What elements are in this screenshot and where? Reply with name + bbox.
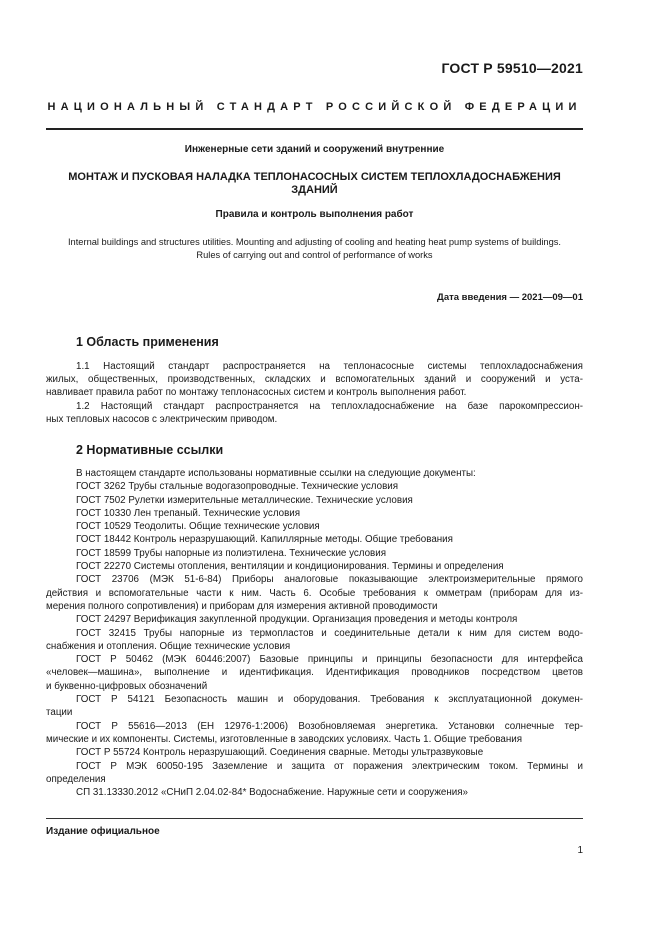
reference-line: ГОСТ Р 55724 Контроль неразрушающий. Соединения сварные. Методы ультразвуковые <box>76 747 484 759</box>
document-code: ГОСТ Р 59510—2021 <box>441 60 583 76</box>
reference-line: ГОСТ 10330 Лен трепаный. Технические условия <box>76 507 301 519</box>
text-line: навливает правила работ по монтажу теплонасосных систем и контроль выполнения работ. <box>46 387 467 399</box>
main-title-line: ЗДАНИЙ <box>291 184 338 196</box>
reference-line: ГОСТ 3262 Трубы стальные водогазопроводные. Технические условия <box>76 481 399 493</box>
reference-line: ГОСТ 18599 Трубы напорные из полиэтилена. Технические условия <box>76 547 387 559</box>
reference-line: мерения полного сопротивления) и приборам для измерения активной проводимости <box>46 600 438 612</box>
reference-line: и буквенно-цифровых обозначений <box>46 680 208 692</box>
reference-line: ГОСТ 10529 Теодолиты. Общие технические условия <box>76 521 320 533</box>
text-line: жилых, общественных, производственных, складских и вспомогательных зданий и сооружений и уста- <box>46 374 583 386</box>
reference-line: СП 31.13330.2012 «СНиП 2.04.02-84* Водоснабжение. Наружные сети и сооружения» <box>76 787 468 799</box>
english-title <box>46 236 583 261</box>
document-subtitle-category: Инженерные сети зданий и сооружений внутренние <box>184 144 445 155</box>
document-subtitle: Правила и контроль выполнения работ <box>215 209 414 220</box>
section-heading-scope: 1 Область применения <box>76 335 219 349</box>
reference-line: ГОСТ 7502 Рулетки измерительные металлические. Технические условия <box>76 494 413 506</box>
reference-line: В настоящем стандарте использованы нормативные ссылки на следующие документы: <box>76 468 476 479</box>
reference-line: ГОСТ 18442 Контроль неразрушающий. Капиллярные методы. Общие требования <box>76 534 453 546</box>
reference-line: определения <box>46 773 106 785</box>
introduction-date: Дата введения — 2021—09—01 <box>437 292 583 303</box>
page-number: 1 <box>577 845 583 856</box>
reference-line: мические и их компоненты. Системы, изготовленные в заводских условиях. Часть 1. Общие требования <box>46 733 523 745</box>
english-title-line: Rules of carrying out and control of performance of works <box>196 249 433 260</box>
official-edition-label: Издание официальное <box>46 826 160 837</box>
normative-references-list <box>46 467 583 799</box>
reference-line: ГОСТ 24297 Верификация закупленной продукции. Организация проведения и методы контроля <box>76 614 518 626</box>
national-standard-banner: НАЦИОНАЛЬНЫЙ СТАНДАРТ РОССИЙСКОЙ ФЕДЕРАЦИИ <box>47 101 582 113</box>
text-line: ных тепловых насосов с электрическим приводом. <box>46 413 278 425</box>
reference-line: действия и вспомогательные части к ним. Часть 6. Особые требования к омметрам (приборам для из- <box>46 587 583 599</box>
reference-line: ГОСТ Р 55616—2013 (ЕН 12976-1:2006) Возобновляемая энергетика. Установки солнечные тер- <box>76 720 583 732</box>
text-line: 1.2 Настоящий стандарт распространяется на теплохладоснабжение на базе парокомпрессион- <box>76 400 583 412</box>
reference-line: ГОСТ Р МЭК 60050-195 Заземление и защита от поражения электрическим током. Термины и <box>76 760 583 772</box>
english-title-line: Internal buildings and structures utilities. Mounting and adjusting of cooling and heating heat pump systems of buildings. <box>67 237 562 247</box>
section-heading-references: 2 Нормативные ссылки <box>76 443 224 457</box>
footer-divider <box>46 818 583 819</box>
section-body-scope <box>46 360 583 426</box>
main-title-line: МОНТАЖ И ПУСКОВАЯ НАЛАДКА ТЕПЛОНАСОСНЫХ СИСТЕМ ТЕПЛОХЛАДОСНАБЖЕНИЯ <box>68 171 561 183</box>
reference-line: ГОСТ Р 50462 (МЭК 60446:2007) Базовые принципы и принципы безопасности для интерфейса <box>76 654 583 666</box>
header-divider <box>46 128 583 130</box>
reference-line: тации <box>46 707 73 719</box>
text-line: 1.1 Настоящий стандарт распространяется на теплонасосные системы теплохладоснабжения <box>76 361 583 372</box>
reference-line: ГОСТ Р 54121 Безопасность машин и оборудования. Требования к эксплуатационной докумен- <box>76 694 583 706</box>
reference-line: ГОСТ 32415 Трубы напорные из термопластов и соединительные детали к ним для систем водо- <box>76 627 583 639</box>
reference-line: ГОСТ 22270 Системы отопления, вентиляции и кондиционирования. Термины и определения <box>76 561 504 573</box>
reference-line: снабжения и отопления. Общие технические условия <box>46 640 291 652</box>
reference-line: ГОСТ 23706 (МЭК 51-6-84) Приборы аналоговые показывающие электроизмерительные прямого <box>76 574 583 586</box>
document-main-title <box>46 171 583 197</box>
reference-line: «человек—машина», выполнение и идентификация. Идентификация проводников посредством цветов <box>46 667 583 679</box>
